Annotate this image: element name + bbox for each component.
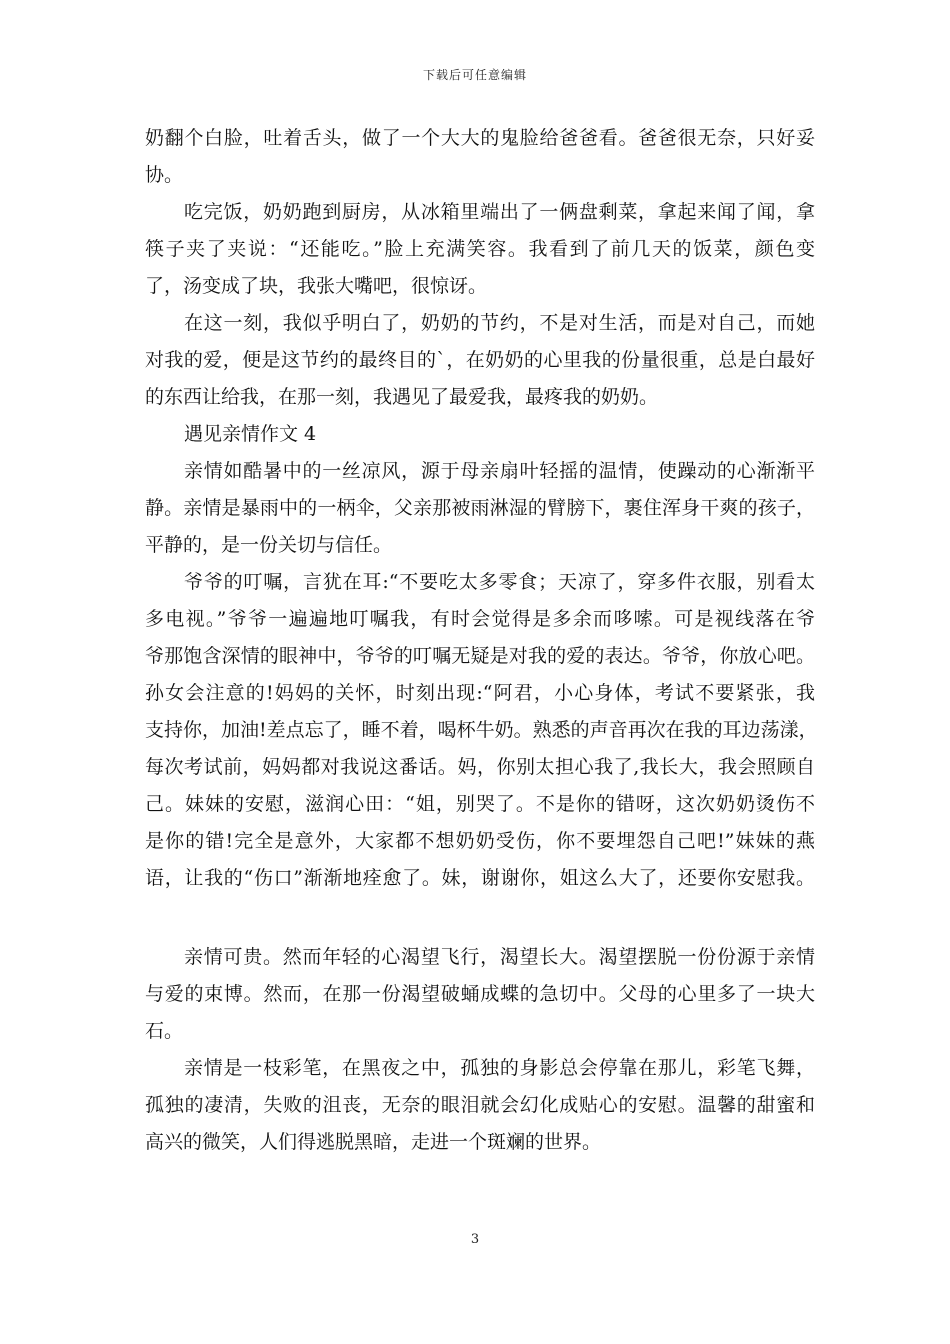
text-line: 爷爷的叮嘱，言犹在耳:“不要吃太多零食；天凉了，穿多件衣服，别看太 [184,571,815,593]
text-line: 遇见亲情作文 4 [184,423,317,445]
text-line: 平静的，是一份关切与信任。 [145,534,393,556]
text-line: 亲情可贵。然而年轻的心渴望飞行，渴望长大。渴望摆脱一份份源于亲情 [184,946,815,968]
text-line: 每次考试前，妈妈都对我说这番话。妈，你别太担心我了,我长大，我会照顾自 [145,756,815,778]
text-line: 筷子夹了夹说：“还能吃。”脸上充满笑容。我看到了前几天的饭菜，颜色变 [145,238,815,260]
text-line: 支持你，加油!差点忘了，睡不着，喝杯牛奶。熟悉的声音再次在我的耳边荡漾， [145,719,818,741]
page-number: 3 [470,1232,480,1247]
page-header: 下载后可任意编辑 [422,68,527,82]
text-line: 己。妹妹的安慰，滋润心田：“姐，别哭了。不是你的错呀，这次奶奶烫伤不 [145,793,815,815]
blank-line [145,897,815,939]
text-line: 与爱的束博。然而，在那一份渴望破蛹成蝶的急切中。父母的心里多了一块大 [145,983,815,1005]
text-line: 亲情是一枝彩笔，在黑夜之中，孤独的身影总会停靠在那儿，彩笔飞舞， [184,1057,815,1079]
text-line: 爷那饱含深情的眼神中，爷爷的叮嘱无疑是对我的爱的表达。爷爷，你放心吧。 [145,645,815,667]
document-body [145,120,818,1161]
text-line: 的东西让给我，在那一刻，我遇见了最爱我，最疼我的奶奶。 [145,386,659,408]
text-line: 对我的爱，便是这节约的最终目的`，在奶奶的心里我的份量很重，总是白最好 [145,349,815,371]
text-line: 语，让我的“伤口”渐渐地痊愈了。妹，谢谢你，姐这么大了，还要你安慰我。 [145,867,815,889]
text-line: 多电视。”爷爷一遍遍地叮嘱我，有时会觉得是多余而哆嗦。可是视线落在爷 [145,608,815,630]
text-line: 吃完饭，奶奶跑到厨房，从冰箱里端出了一俩盘剩菜，拿起来闻了闻，拿 [184,201,815,223]
text-line: 静。亲情是暴雨中的一柄伞，父亲那被雨淋湿的臂膀下，裹住浑身干爽的孩子， [145,497,815,519]
text-line: 高兴的微笑，人们得逃脱黑暗，走进一个斑斓的世界。 [145,1131,602,1153]
text-line: 孙女会注意的!妈妈的关怀，时刻出现:“阿君，小心身体，考试不要紧张，我 [145,682,815,704]
text-line: 在这一刻，我似乎明白了，奶奶的节约，不是对生活，而是对自己，而她 [184,312,815,334]
text-line: 了，汤变成了块，我张大嘴吧，很惊讶。 [145,275,488,297]
text-line: 协。 [145,164,184,186]
text-line: 是你的错!完全是意外，大家都不想奶奶受伤，你不要埋怨自己吧!”妹妹的燕 [145,830,815,852]
text-line: 奶翻个白脸，吐着舌头，做了一个大大的鬼脸给爸爸看。爸爸很无奈，只好妥 [145,127,815,149]
text-line: 亲情如酷暑中的一丝凉风，源于母亲扇叶轻摇的温情，使躁动的心渐渐平 [184,460,815,482]
text-line: 石。 [145,1020,184,1042]
text-line: 孤独的凄清，失败的沮丧，无奈的眼泪就会幻化成贴心的安慰。温馨的甜蜜和 [145,1094,815,1116]
